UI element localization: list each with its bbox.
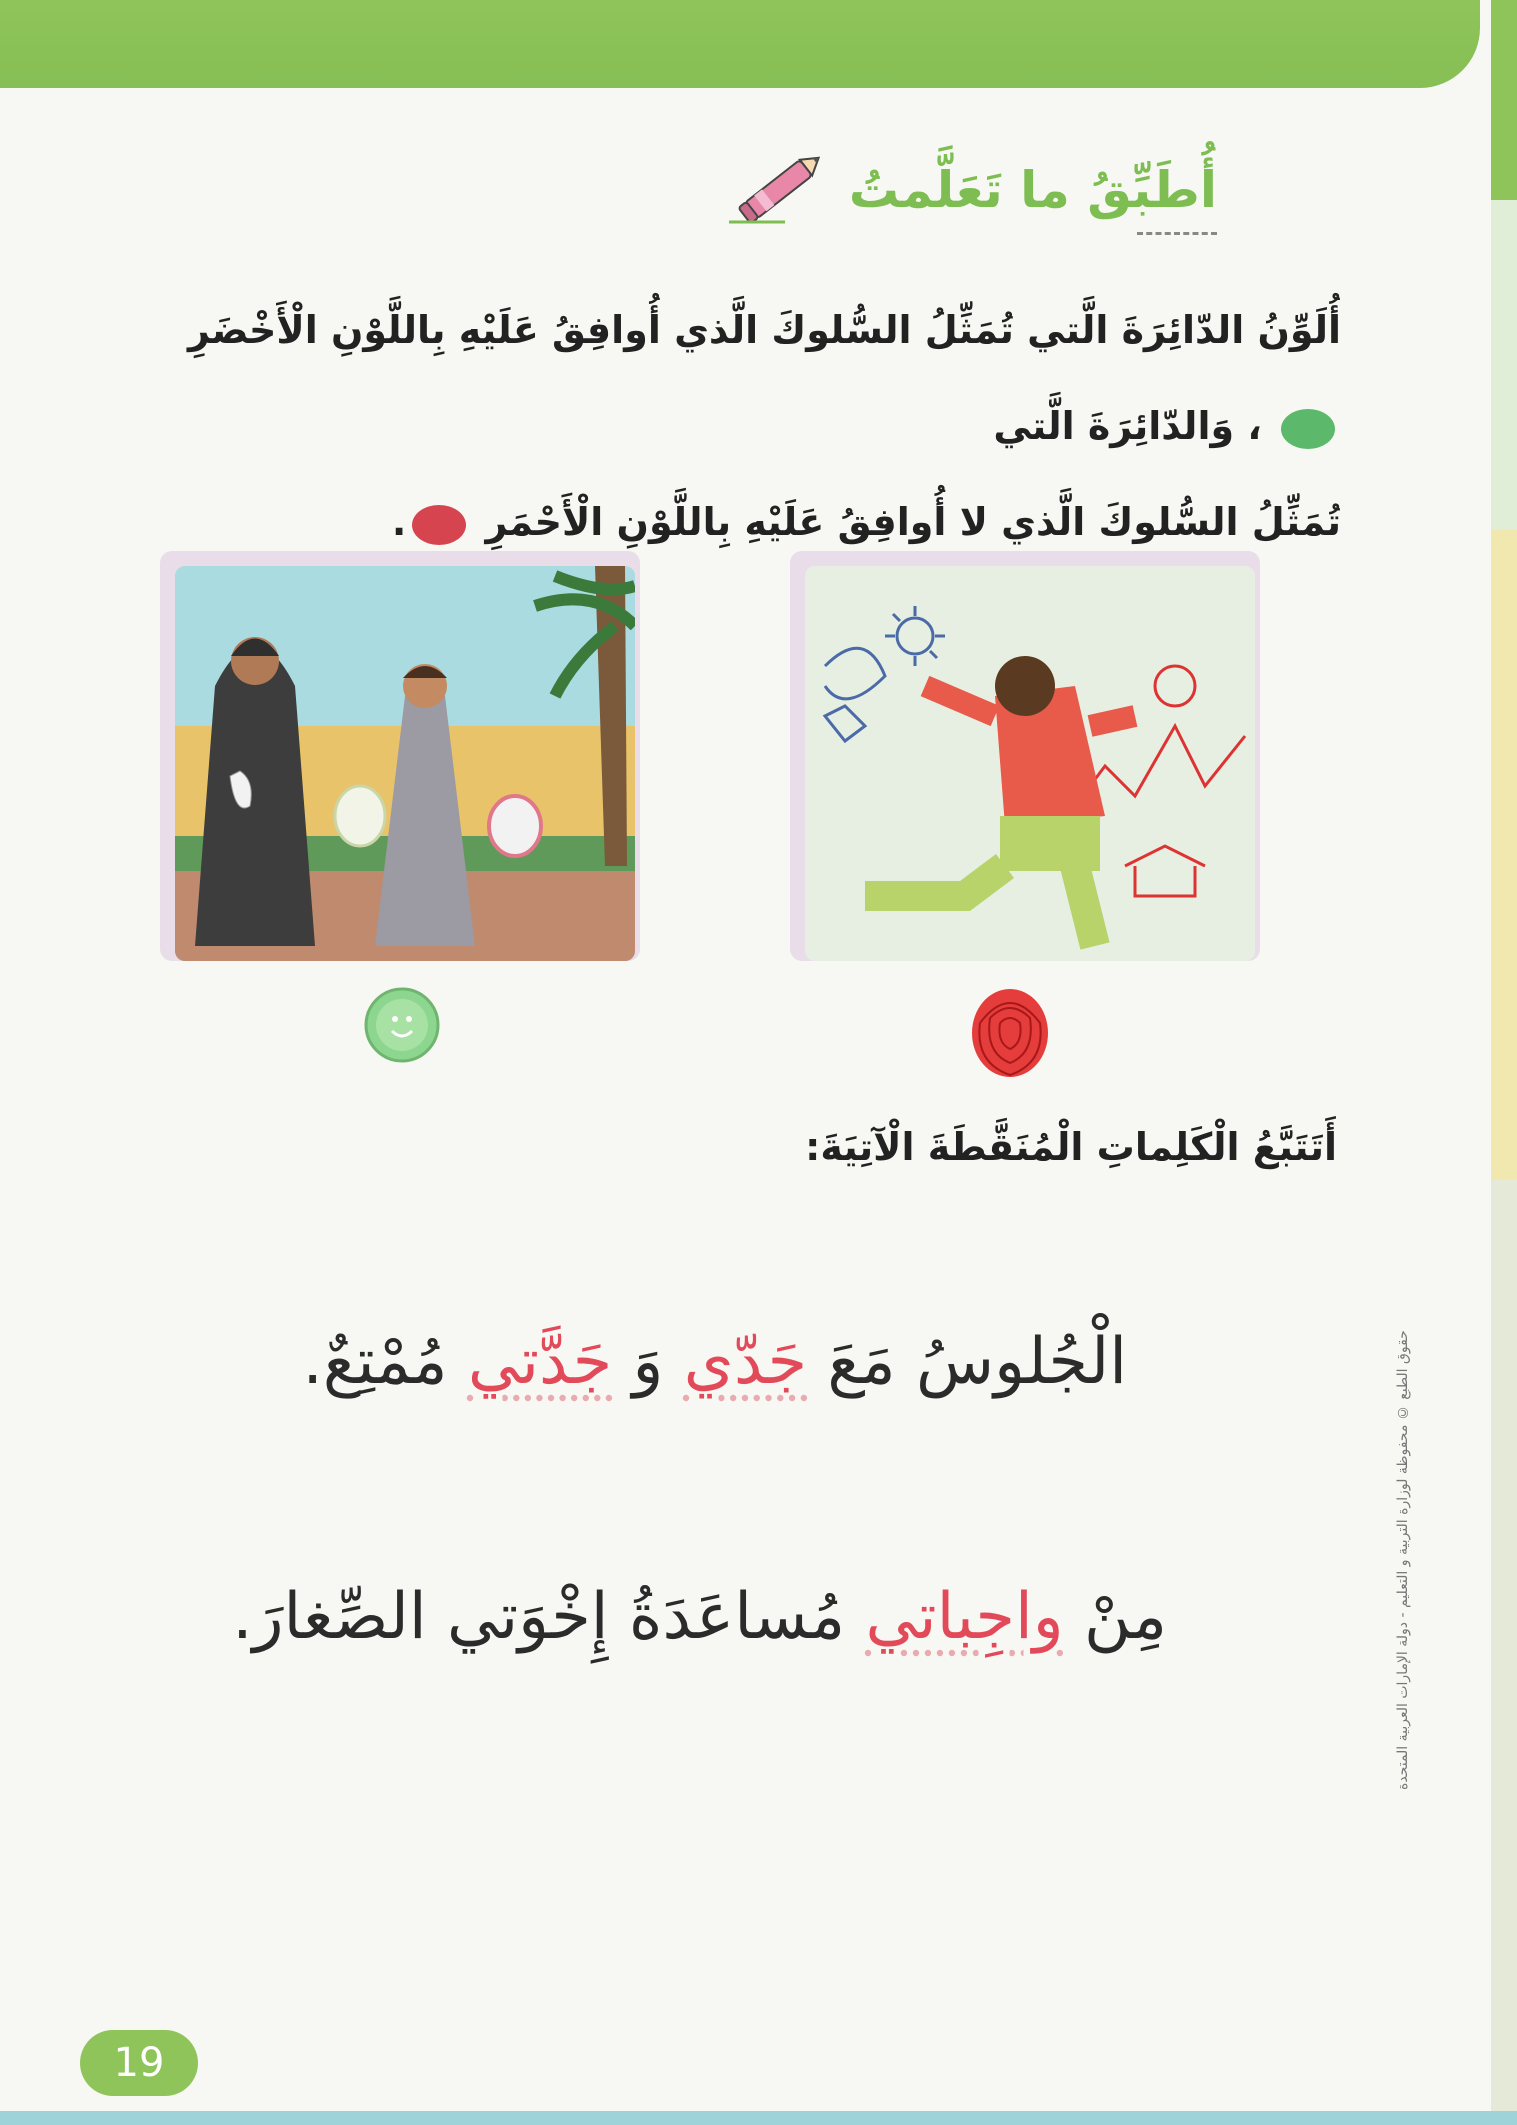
red-answer-mark[interactable] xyxy=(965,983,1055,1083)
pencil-icon xyxy=(725,148,835,232)
illustration-card-helping xyxy=(160,551,640,961)
trace-sentence-2 xyxy=(232,1580,1167,1654)
sentence-text: الْجُلوسُ مَعَ xyxy=(827,1325,1127,1399)
page-number: 19 xyxy=(80,2030,198,2096)
boy-drawing-on-wall-illustration xyxy=(805,566,1255,961)
sentence-text: مُساعَدَةُ إِخْوَتي الصِّغارَ. xyxy=(232,1580,846,1654)
trace-instruction: أَتَتَبَّعُ الْكَلِماتِ الْمُنَقَّطَةَ الْآتِيَةَ: xyxy=(805,1125,1337,1169)
green-circle-icon xyxy=(1281,409,1335,449)
bottom-border xyxy=(0,2111,1517,2125)
illustration-card-drawing xyxy=(790,551,1260,961)
coloring-instruction xyxy=(141,282,1341,570)
traced-word[interactable]: واجِباتي xyxy=(865,1580,1064,1654)
red-circle-icon xyxy=(412,505,466,545)
section-heading xyxy=(725,150,1217,230)
traced-word[interactable]: جَدّي xyxy=(683,1325,807,1399)
boy-helping-grandmother-carry-bags-illustration xyxy=(175,566,635,961)
trace-sentence-1 xyxy=(303,1325,1128,1399)
instruction-text: أُلَوِّنُ الدّائِرَةَ الَّتي تُمَثِّلُ السُّلوكَ الَّذي أُوافِقُ عَلَيْهِ بِاللَّوْنِ الْأَخْضَرِ xyxy=(187,308,1341,352)
instruction-text: ، وَالدّائِرَةَ الَّتي xyxy=(993,404,1262,448)
traced-word[interactable]: جَدَّتي xyxy=(467,1325,613,1399)
instruction-text: . xyxy=(391,500,407,544)
heading-underline xyxy=(1137,232,1217,235)
instruction-text: تُمَثِّلُ السُّلوكَ الَّذي لا أُوافِقُ عَلَيْهِ بِاللَّوْنِ الْأَحْمَرِ xyxy=(485,500,1341,544)
sentence-text: مِنْ xyxy=(1084,1580,1167,1654)
page-edge xyxy=(1491,0,1517,2125)
sentence-text: وَ xyxy=(632,1325,664,1399)
top-color-band xyxy=(0,0,1480,88)
sentence-text: مُمْتِعٌ. xyxy=(302,1325,448,1399)
copyright-notice: حقوق الطبع © محفوظة لوزارة التربية و التعليم - دولة الإمارات العربية المتحدة xyxy=(1395,1330,1411,1790)
green-answer-mark[interactable] xyxy=(362,985,442,1065)
section-title: أُطَبِّقُ ما تَعَلَّمتُ xyxy=(848,161,1217,219)
